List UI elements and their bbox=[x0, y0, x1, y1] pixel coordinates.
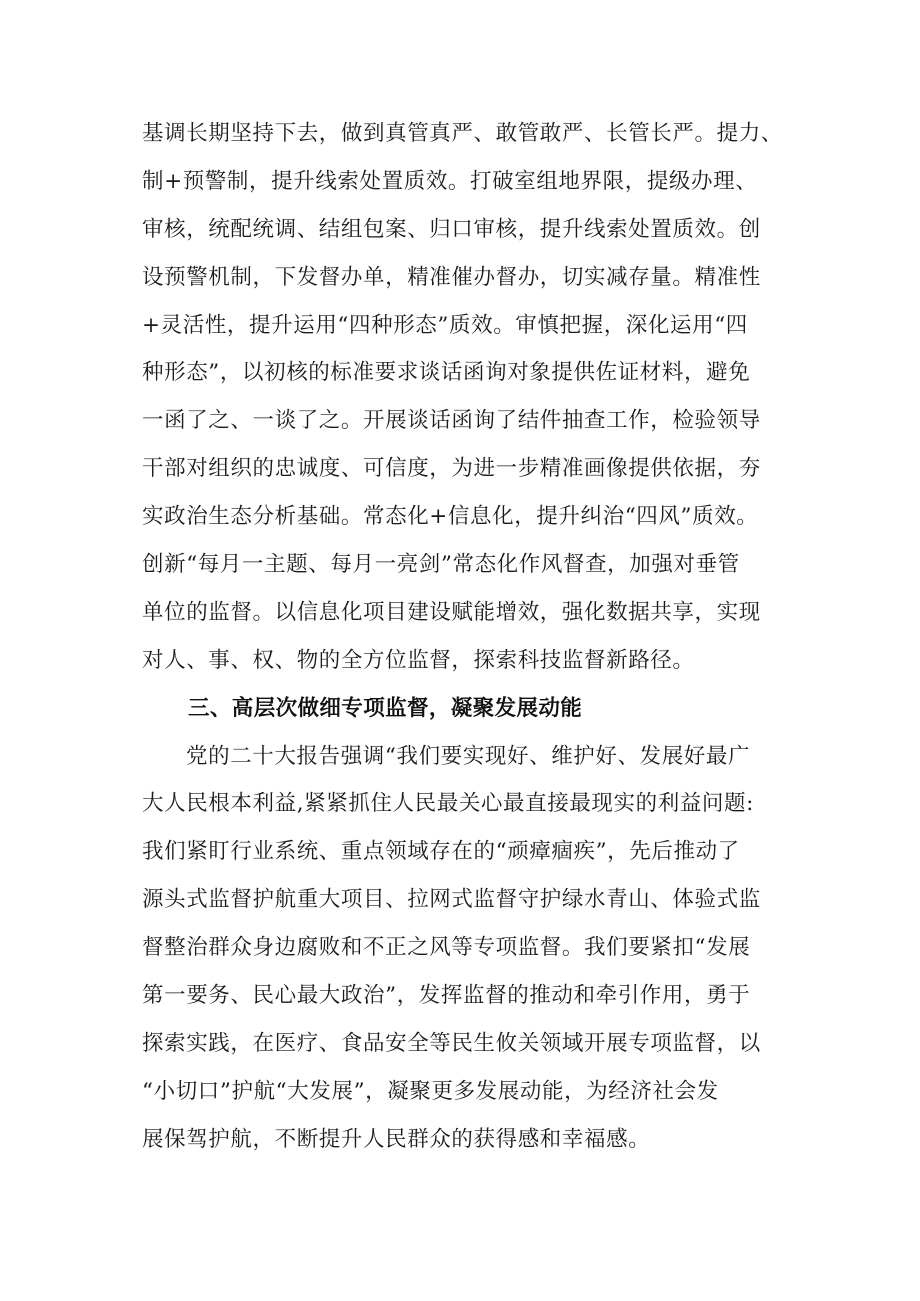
section-three-paragraph bbox=[142, 733, 802, 1164]
text-line: 单位的监督。以信息化项目建设赋能增效，强化数据共享，实现 bbox=[142, 599, 761, 625]
text-line: 干部对组织的忠诚度、可信度，为进一步精准画像提供依据，夯 bbox=[142, 456, 761, 482]
text-line: 督整治群众身边腐败和不正之风等专项监督。我们要紧扣“发展 bbox=[142, 935, 751, 961]
text-line: 一函了之、一谈了之。开展谈话函询了结件抽查工作，检验领导 bbox=[142, 408, 761, 434]
text-line: 探索实践，在医疗、食品安全等民生攸关领域开展专项监督，以 bbox=[142, 1030, 761, 1056]
text-line: 党的二十大报告强调“我们要实现好、维护好、发展好最广 bbox=[186, 743, 751, 769]
text-line: 审核，统配统调、结组包案、归口审核，提升线索处置质效。创 bbox=[142, 216, 761, 242]
text-line: 制+预警制，提升线索处置质效。打破室组地界限，提级办理、 bbox=[142, 168, 758, 194]
text-line: 源头式监督护航重大项目、拉网式监督守护绿水青山、体验式监 bbox=[142, 887, 761, 913]
text-line: 我们紧盯行业系统、重点领域存在的“顽瘴痼疾”，先后推动了 bbox=[142, 839, 740, 865]
section-three-heading: 三、高层次做细专项监督，凝聚发展动能 bbox=[188, 695, 583, 721]
text-line: 展保驾护航，不断提升人民群众的获得感和幸福感。 bbox=[142, 1126, 651, 1152]
text-line: 创新“每月一主题、每月一亮剑”常态化作风督查，加强对垂管 bbox=[142, 552, 740, 578]
section-two-continuation bbox=[142, 110, 802, 685]
text-line: 种形态”，以初核的标准要求谈话函询对象提供佐证材料，避免 bbox=[142, 360, 751, 386]
text-line: 大人民根本利益,紧紧抓住人民最关心最直接最现实的利益问题: bbox=[142, 791, 754, 817]
text-line: 实政治生态分析基础。常态化+信息化，提升纠治“四风”质效。 bbox=[142, 504, 759, 530]
document-body bbox=[142, 110, 802, 1164]
text-line: 第一要务、民心最大政治”，发挥监督的推动和牵引作用，勇于 bbox=[142, 983, 751, 1009]
text-line: 对人、事、权、物的全方位监督，探索科技监督新路径。 bbox=[142, 647, 695, 673]
text-line: “小切口”护航“大发展”，凝聚更多发展动能，为经济社会发 bbox=[142, 1078, 719, 1104]
text-line: 基调长期坚持下去，做到真管真严、敢管敢严、长管长严。提力、 bbox=[142, 121, 783, 146]
text-line: +灵活性，提升运用“四种形态”质效。审慎把握，深化运用“四 bbox=[142, 312, 748, 338]
text-line: 设预警机制，下发督办单，精准催办督办，切实减存量。精准性 bbox=[142, 264, 761, 290]
